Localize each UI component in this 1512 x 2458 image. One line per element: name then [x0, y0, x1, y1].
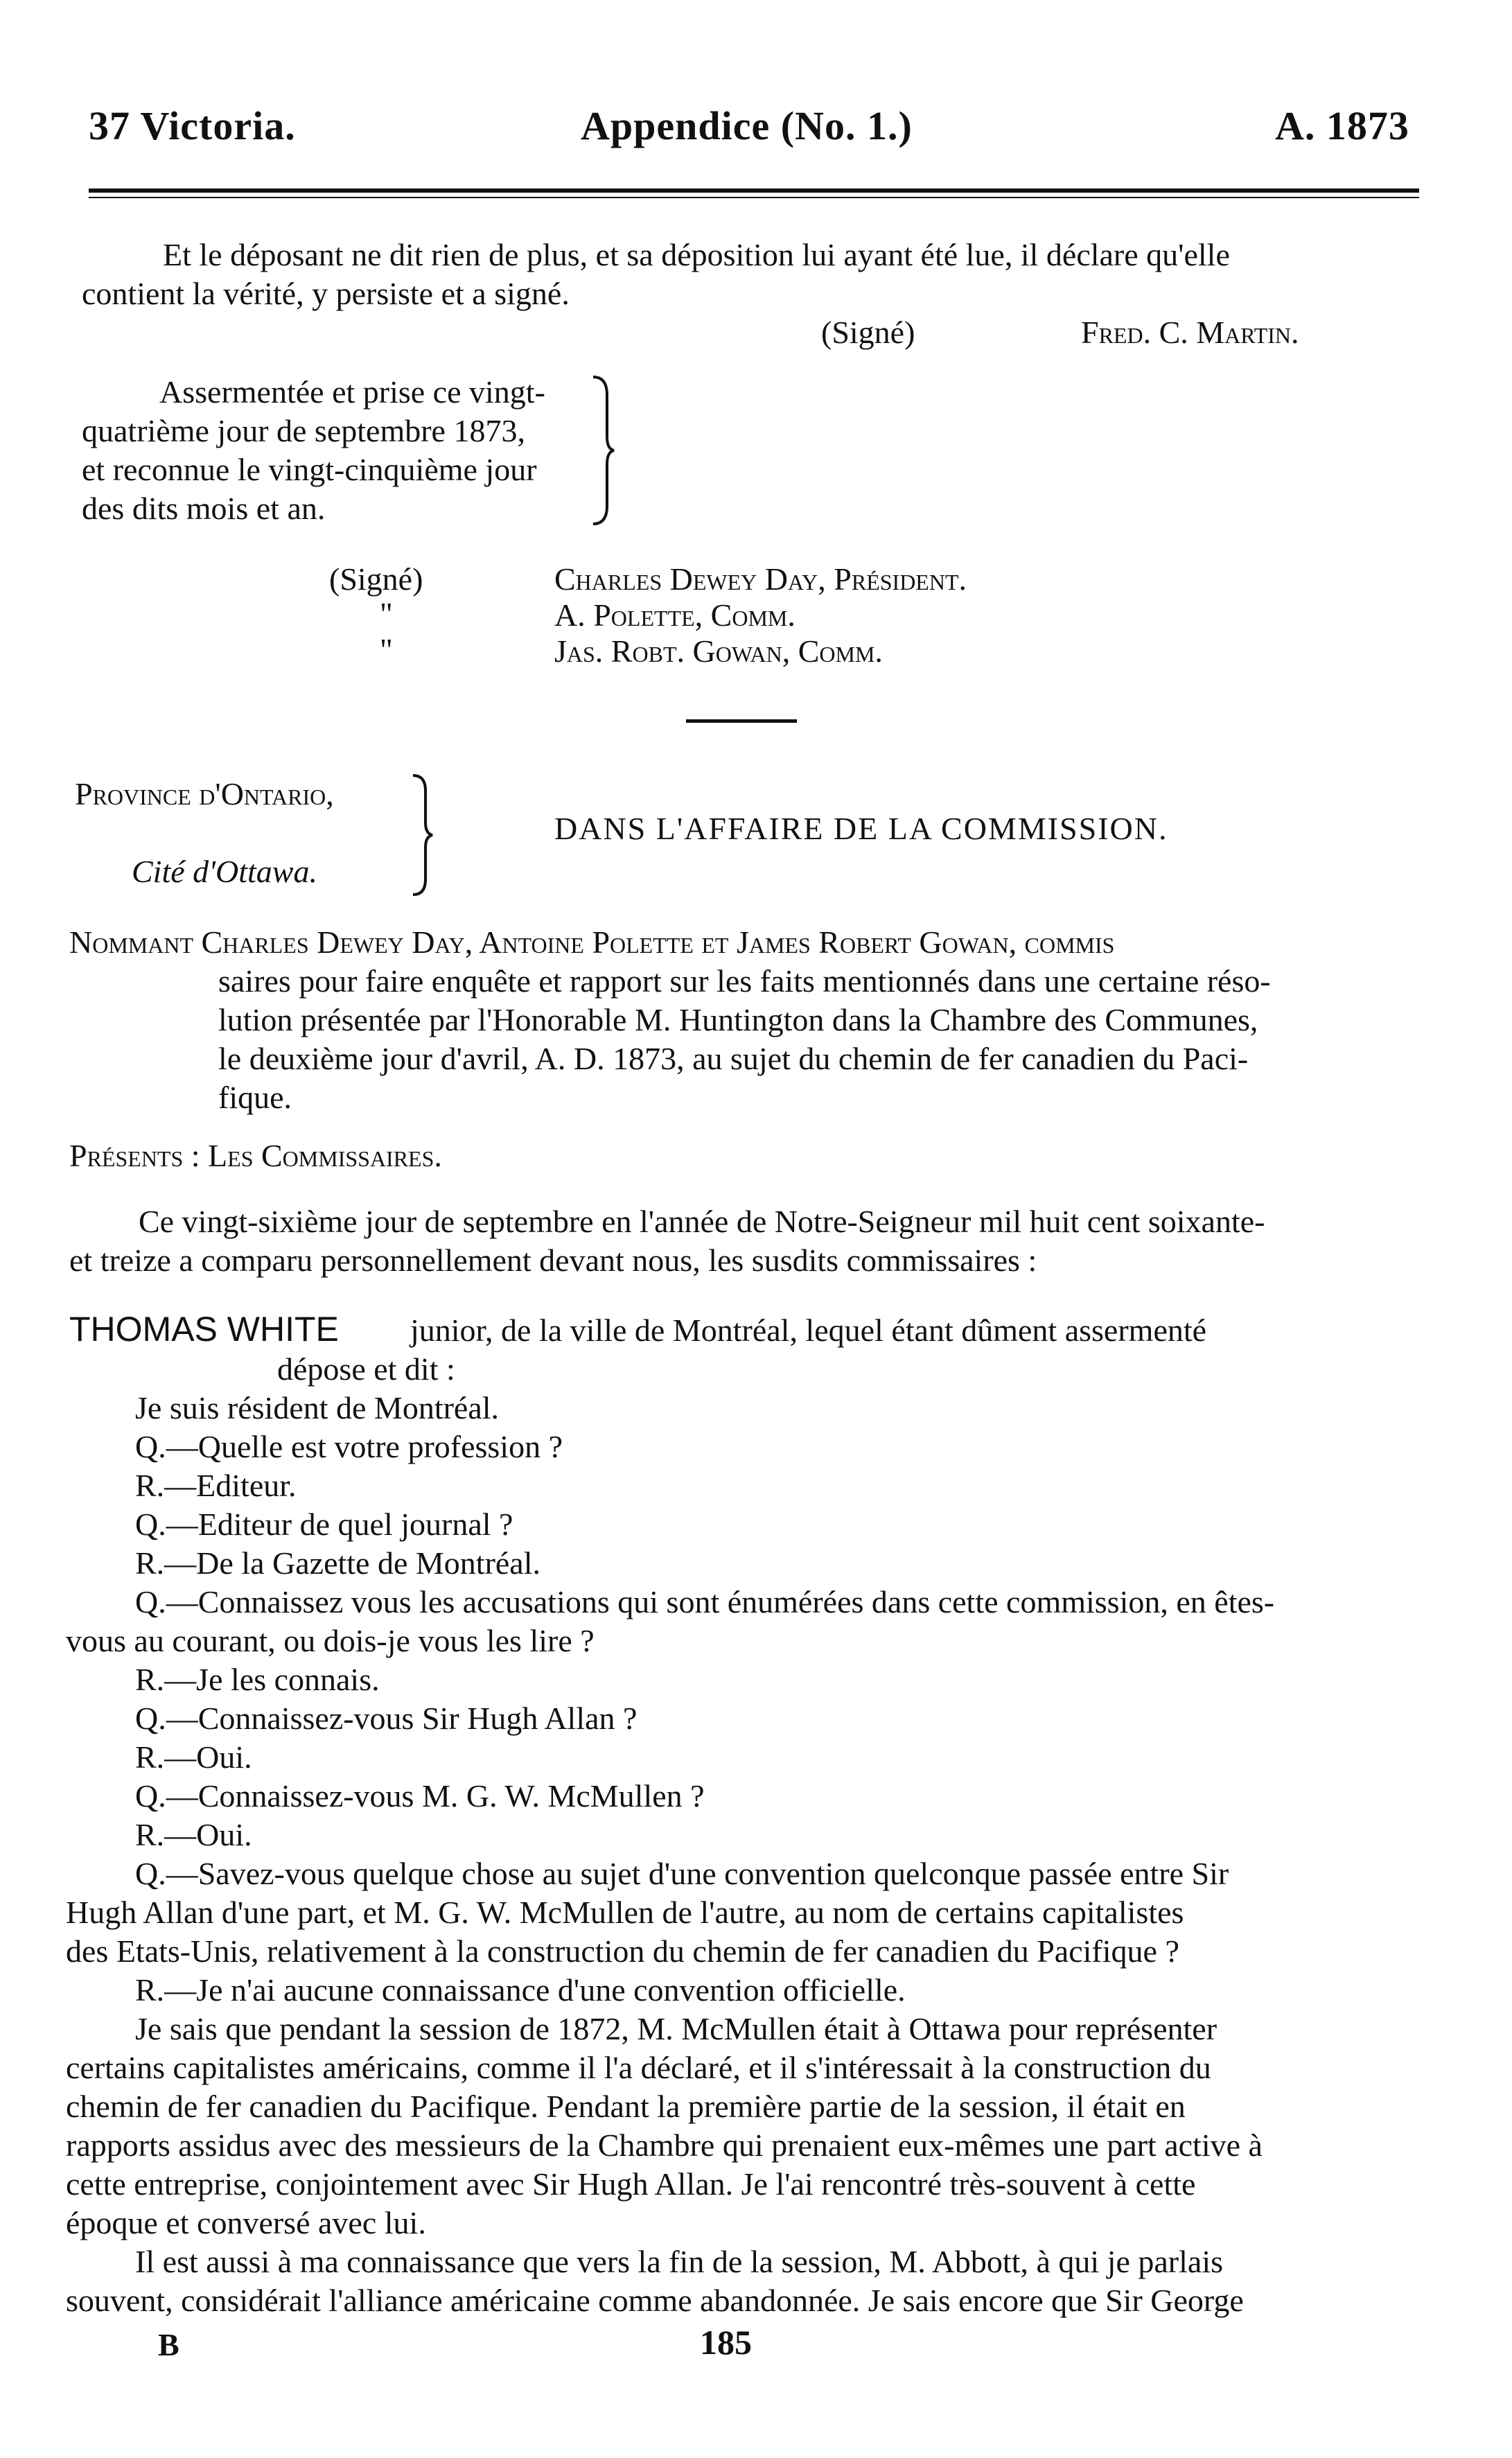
- testimony-line-3: R.—Editeur.: [135, 1468, 297, 1503]
- testimony-line-16: R.—Je n'ai aucune connaissance d'une convention officielle.: [135, 1972, 906, 2008]
- testimony-line-23: Il est aussi à ma connaissance que vers la fin de la session, M. Abbott, à qui je parlais: [135, 2244, 1223, 2279]
- nommant-line-1: Nommant Charles Dewey Day, Antoine Polette et James Robert Gowan, commis: [69, 924, 1115, 960]
- testimony-line-13: Q.—Savez-vous quelque chose au sujet d'une convention quelconque passée entre Sir: [135, 1856, 1229, 1891]
- nommant-line-3: lution présentée par l'Honorable M. Huntington dans la Chambre des Communes,: [218, 1002, 1258, 1037]
- intro-signer: Fred. C. Martin.: [1081, 315, 1299, 350]
- signature-name-3: Jas. Robt. Gowan, Comm.: [554, 633, 883, 669]
- province-brace-icon: [409, 773, 437, 897]
- oath-line-3: et reconnue le vingt-cinquième jour: [82, 452, 537, 487]
- footer-signature-mark: B: [158, 2327, 179, 2362]
- signatures-ditto-1: ": [380, 596, 393, 631]
- nommant-line-2: saires pour faire enquête et rapport sur les faits mentionnés dans une certaine réso-: [218, 963, 1271, 999]
- intro-signed-label: (Signé): [821, 315, 915, 350]
- testimony-line-9: Q.—Connaissez-vous Sir Hugh Allan ?: [135, 1701, 638, 1736]
- province-line-1: Province d'Ontario,: [75, 776, 334, 811]
- testimony-line-15: des Etats-Unis, relativement à la construction du chemin de fer canadien du Pacifique ?: [66, 1933, 1179, 1969]
- intro-line-1: Et le déposant ne dit rien de plus, et sa déposition lui ayant été lue, il déclare qu'elle: [163, 237, 1230, 272]
- testimony-line-1: Je suis résident de Montréal.: [135, 1390, 500, 1425]
- section-divider: [686, 719, 797, 723]
- commission-heading: DANS L'AFFAIRE DE LA COMMISSION.: [554, 811, 1168, 846]
- testimony-line-14: Hugh Allan d'une part, et M. G. W. McMullen de l'autre, au nom de certains capitalistes: [66, 1895, 1184, 1930]
- signatures-ditto-2: ": [380, 632, 393, 667]
- session-line-2: et treize a comparu personnellement devant nous, les susdits commissaires :: [69, 1243, 1037, 1278]
- nommant-line-5: fique.: [218, 1080, 292, 1115]
- session-line-1: Ce vingt-sixième jour de septembre en l'année de Notre-Seigneur mil huit cent soixante-: [139, 1204, 1265, 1239]
- oath-line-2: quatrième jour de septembre 1873,: [82, 413, 525, 448]
- presents-line: Présents : Les Commissaires.: [69, 1138, 442, 1173]
- witness-line-2: dépose et dit :: [277, 1351, 455, 1387]
- testimony-line-18: certains capitalistes américains, comme il l'a déclaré, et il s'intéressait à la construction du: [66, 2050, 1211, 2085]
- header-rule-thin: [89, 197, 1419, 198]
- header-center: Appendice (No. 1.): [581, 103, 913, 148]
- testimony-line-7: vous au courant, ou dois-je vous les lire ?: [66, 1623, 595, 1658]
- testimony-line-19: chemin de fer canadien du Pacifique. Pendant la première partie de la session, il était en: [66, 2089, 1186, 2124]
- signature-name-1: Charles Dewey Day, Président.: [554, 561, 967, 597]
- testimony-line-5: R.—De la Gazette de Montréal.: [135, 1545, 540, 1581]
- intro-line-2: contient la vérité, y persiste et a signé.: [82, 276, 570, 311]
- testimony-line-24: souvent, considérait l'alliance américaine comme abandonnée. Je sais encore que Sir George: [66, 2283, 1244, 2318]
- testimony-line-4: Q.—Editeur de quel journal ?: [135, 1507, 513, 1542]
- header-rule-thick: [89, 188, 1419, 193]
- page-number: 185: [700, 2323, 752, 2362]
- testimony-line-21: cette entreprise, conjointement avec Sir Hugh Allan. Je l'ai rencontré très-souvent à cette: [66, 2166, 1196, 2202]
- testimony-line-20: rapports assidus avec des messieurs de la Chambre qui prenaient eux-mêmes une part active à: [66, 2127, 1263, 2163]
- oath-brace-icon: [589, 374, 617, 527]
- testimony-line-11: Q.—Connaissez-vous M. G. W. McMullen ?: [135, 1778, 705, 1814]
- testimony-line-12: R.—Oui.: [135, 1817, 252, 1852]
- testimony-line-10: R.—Oui.: [135, 1739, 252, 1775]
- signatures-signed-label: (Signé): [329, 561, 423, 597]
- oath-line-1: Assermentée et prise ce vingt-: [159, 374, 545, 410]
- testimony-line-8: R.—Je les connais.: [135, 1662, 380, 1697]
- testimony-line-6: Q.—Connaissez vous les accusations qui sont énumérées dans cette commission, en êtes-: [135, 1584, 1275, 1619]
- oath-line-4: des dits mois et an.: [82, 491, 326, 526]
- header-right: A. 1873: [1275, 103, 1409, 148]
- signature-name-2: A. Polette, Comm.: [554, 597, 795, 633]
- header-left: 37 Victoria.: [89, 103, 296, 148]
- witness-name: THOMAS WHITE: [69, 1310, 339, 1349]
- testimony-line-2: Q.—Quelle est votre profession ?: [135, 1429, 563, 1464]
- testimony-line-17: Je sais que pendant la session de 1872, M. McMullen était à Ottawa pour représenter: [135, 2011, 1217, 2046]
- witness-line-1: junior, de la ville de Montréal, lequel étant dûment assermenté: [410, 1313, 1207, 1348]
- testimony-line-22: époque et conversé avec lui.: [66, 2205, 426, 2240]
- province-line-2: Cité d'Ottawa.: [132, 854, 317, 889]
- nommant-line-4: le deuxième jour d'avril, A. D. 1873, au sujet du chemin de fer canadien du Paci-: [218, 1041, 1249, 1076]
